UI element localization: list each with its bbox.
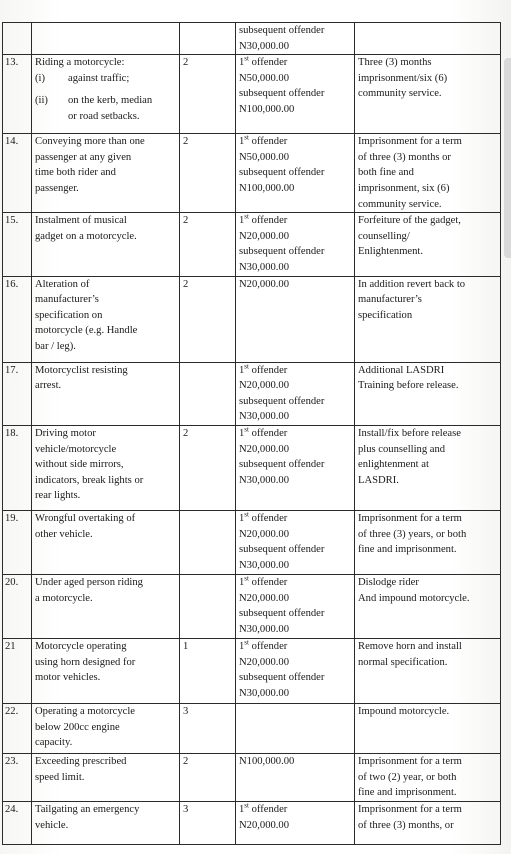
penalty-cell [355,134,501,213]
first-offender-label [239,134,351,150]
table-row [3,703,501,753]
offence-number-cell [3,23,32,55]
offence-text-line: Riding a motorcycle: [35,57,125,69]
first-offender-label [239,575,351,591]
fine-text-line: N30,000.00 [239,687,290,699]
penalty-text-line: Impound motorcycle. [358,705,450,717]
sub-item-text: on the kerb, median [68,95,153,107]
offence-number-cell [3,134,32,213]
offences-table [2,22,501,845]
offence-class-cell [180,753,236,801]
offence-class-cell [180,134,236,213]
offence-description-cell [32,23,180,55]
offence-number-cell [3,362,32,425]
offence-text-line: Conveying more than one [35,136,145,148]
first-offender-label [239,639,351,655]
offence-text-line: Tailgating an emergency [35,803,140,815]
offence-text-line: speed limit. [35,771,85,783]
penalty-text-line: fine and imprisonment. [358,544,457,556]
penalty-text-line: imprisonment, six (6) [358,182,450,194]
fine-text-line: N20,000.00 [239,592,290,604]
offence-description-cell [32,703,180,753]
table-row [3,753,501,801]
offence-text-line: Motorcyclist resisting [35,364,128,376]
fine-cell [236,801,355,844]
penalty-cell [355,510,501,574]
fine-text-line: N30,000.00 [239,474,290,486]
table-row [3,213,501,276]
offence-class: 2 [183,136,189,148]
penalty-text-line: And impound motorcycle. [358,592,470,604]
offence-class: 2 [183,427,189,439]
penalty-text-line: Three (3) months [358,57,432,69]
offence-class: 2 [183,57,189,69]
table-row [3,425,501,510]
penalty-cell [355,23,501,55]
offence-text-line: rear lights. [35,490,81,502]
offender-label: offender [248,427,288,439]
ordinal-number: 1 [239,215,245,227]
fine-text-line: subsequent offender [239,672,325,684]
offence-number-cell [3,801,32,844]
offence-number: 16. [5,278,19,290]
fine-text-line: N30,000.00 [239,411,290,423]
offence-number-cell [3,753,32,801]
ordinal-number: 1 [239,427,245,439]
table-row [3,362,501,425]
offence-text-line: motorcycle (e.g. Handle [35,325,138,337]
fine-cell [236,213,355,276]
offender-label: offender [248,640,288,652]
penalty-cell [355,213,501,276]
offence-text-line: passenger. [35,182,79,194]
offence-text-line: indicators, break lights or [35,474,144,486]
first-offender-label [239,213,351,229]
penalty-cell [355,703,501,753]
offence-class-cell [180,23,236,55]
penalty-cell [355,425,501,510]
offender-label: offender [248,364,288,376]
table-row [3,276,501,362]
offence-description-cell [32,213,180,276]
ordinal-suffix: st [244,510,249,519]
offence-text-line: gadget on a motorcycle. [35,230,137,242]
offence-number: 24. [5,803,19,815]
penalty-text-line: Install/fix before release [358,427,461,439]
offence-class-cell [180,425,236,510]
offence-class: 3 [183,803,189,815]
ordinal-suffix: st [244,801,249,810]
offence-number: 21 [5,640,16,652]
fine-text-line: N30,000.00 [239,623,290,635]
fine-cell [236,703,355,753]
ordinal-number: 1 [239,512,245,524]
penalty-text-line: Enlightenment. [358,246,424,258]
fine-text-line: N100,000.00 [239,103,295,115]
penalty-text-line: community service. [358,198,442,210]
penalty-text-line: enlightenment at [358,459,429,471]
ordinal-number: 1 [239,364,245,376]
fine-text-line: subsequent offender [239,459,325,471]
offence-number: 20. [5,576,19,588]
offence-number-cell [3,574,32,638]
offence-text-line: Operating a motorcycle [35,705,136,717]
offence-text-line: other vehicle. [35,528,93,540]
penalty-cell [355,574,501,638]
ordinal-suffix: st [244,133,249,142]
penalty-text-line: community service. [358,88,442,100]
fine-text-line: N50,000.00 [239,151,290,163]
fine-cell [236,425,355,510]
offence-number: 23. [5,755,19,767]
offence-class-cell [180,55,236,134]
offence-description-cell [32,753,180,801]
offence-class: 2 [183,278,189,290]
fine-text-line: subsequent offender [239,395,325,407]
penalty-text-line: LASDRI. [358,474,399,486]
offence-number: 13. [5,57,19,69]
offence-class-cell [180,801,236,844]
ordinal-suffix: st [244,212,249,221]
offence-text-line: bar / leg). [35,340,76,352]
sub-item-text: or road setbacks. [68,110,140,122]
sub-item-text: against traffic; [68,72,130,84]
penalty-text-line: Forfeiture of the gadget, [358,215,461,227]
offence-class-cell [180,276,236,362]
offender-label: offender [248,215,288,227]
table-row [3,23,501,55]
offence-text-line: Instalment of musical [35,215,127,227]
penalty-text-line: both fine and [358,167,414,179]
fine-text-line: N20,000.00 [239,443,290,455]
fine-text-line: N20,000.00 [239,380,290,392]
ordinal-number: 1 [239,640,245,652]
offence-class-cell [180,362,236,425]
offence-text-line: Driving motor [35,427,96,439]
ordinal-number: 1 [239,57,245,69]
sub-item-marker: (i) [35,72,45,84]
offence-text-line: motor vehicles. [35,672,101,684]
penalty-cell [355,753,501,801]
table-row [3,574,501,638]
fine-text-line: N20,000.00 [239,278,290,290]
offence-class-cell [180,638,236,703]
penalty-cell [355,55,501,134]
offence-description-cell [32,638,180,703]
offence-text-line: Under aged person riding [35,576,143,588]
scrollbar-thumb[interactable] [504,58,511,258]
offence-description-cell [32,510,180,574]
fine-cell [236,23,355,55]
fine-cell [236,276,355,362]
offence-class: 1 [183,640,189,652]
offence-text-line: vehicle/motorcycle [35,443,117,455]
offence-number-cell [3,703,32,753]
offence-number: 19. [5,512,19,524]
offence-class: 2 [183,215,189,227]
ordinal-number: 1 [239,803,245,815]
offence-description-cell [32,801,180,844]
penalty-text-line: Imprisonment for a term [358,136,462,148]
penalty-text-line: normal specification. [358,656,448,668]
offence-number: 15. [5,215,19,227]
offence-number-cell [3,638,32,703]
offence-number-cell [3,510,32,574]
penalty-cell [355,362,501,425]
fine-text-line: N20,000.00 [239,819,290,831]
penalty-text-line: fine and imprisonment. [358,787,457,799]
fine-cell [236,753,355,801]
offender-label: offender [248,512,288,524]
penalty-text-line: specification [358,309,413,321]
offence-number-cell [3,213,32,276]
penalty-text-line: counselling/ [358,230,410,242]
offence-text-line: time both rider and [35,167,116,179]
fine-text-line: subsequent offender [239,167,325,179]
offence-sub-item [35,71,176,87]
fine-text-line: N50,000.00 [239,72,290,84]
offence-class-cell [180,703,236,753]
fine-text-line: subsequent offender [239,608,325,620]
offender-label: offender [248,57,288,69]
penalty-text-line: of three (3) months, or [358,819,454,831]
fine-text-line: subsequent offender [239,246,325,258]
offence-text-line: Motorcycle operating [35,640,127,652]
penalty-text-line: In addition revert back to [358,278,466,290]
fine-cell [236,638,355,703]
penalty-text-line: Imprisonment for a term [358,803,462,815]
offence-description-cell [32,574,180,638]
offence-text-line: Exceeding prescribed [35,755,127,767]
penalty-text-line: Imprisonment for a term [358,512,462,524]
penalty-text-line: of three (3) years, or both [358,528,467,540]
fine-text-line: N20,000.00 [239,230,290,242]
offence-sub-item [35,93,176,109]
ordinal-number: 1 [239,576,245,588]
offence-text-line: capacity. [35,737,73,749]
fine-text-line: subsequent offender [239,88,325,100]
offences-table-body [3,23,501,845]
penalty-text-line: imprisonment/six (6) [358,72,448,84]
first-offender-label [239,511,351,527]
penalty-text-line: Training before release. [358,380,459,392]
penalty-text-line: of three (3) months or [358,151,451,163]
table-row [3,134,501,213]
fine-cell [236,134,355,213]
fine-text-line: N30,000.00 [239,40,290,52]
penalty-cell [355,276,501,362]
penalty-cell [355,801,501,844]
fine-cell [236,362,355,425]
ordinal-suffix: st [244,638,249,647]
offence-text-line: vehicle. [35,819,69,831]
table-row [3,55,501,134]
offence-description-cell [32,362,180,425]
table-row [3,638,501,703]
penalty-text-line: plus counselling and [358,443,446,455]
fine-text-line: N20,000.00 [239,656,290,668]
fine-text-line: N20,000.00 [239,528,290,540]
offence-text-line: arrest. [35,380,62,392]
offence-text-line: Wrongful overtaking of [35,512,136,524]
offence-text-line: using horn designed for [35,656,136,668]
offence-number-cell [3,55,32,134]
offence-class: 2 [183,755,189,767]
fine-text-line: subsequent offender [239,25,325,36]
fine-text-line: N100,000.00 [239,182,295,194]
first-offender-label [239,802,351,818]
penalty-cell [355,638,501,703]
offence-number: 14. [5,136,19,148]
sub-item-marker: (ii) [35,95,48,107]
offence-class-cell [180,213,236,276]
first-offender-label [239,363,351,379]
offence-number-cell [3,425,32,510]
penalty-text-line: Additional LASDRI [358,364,445,376]
penalty-text-line: Dislodge rider [358,576,419,588]
offence-number: 18. [5,427,19,439]
first-offender-label [239,426,351,442]
offence-description-cell [32,425,180,510]
penalty-text-line: Imprisonment for a term [358,755,462,767]
offence-text-line: without side mirrors, [35,459,124,471]
penalty-text-line: of two (2) year, or both [358,771,457,783]
offence-number: 22. [5,705,19,717]
ordinal-suffix: st [244,362,249,370]
offence-description-cell [32,134,180,213]
ordinal-number: 1 [239,136,245,148]
offender-label: offender [248,576,288,588]
offence-text-line: below 200cc engine [35,721,120,733]
fine-cell [236,55,355,134]
offence-number-cell [3,276,32,362]
ordinal-suffix: st [244,425,249,434]
penalty-text-line: manufacturer’s [358,294,422,306]
offence-text-line: specification on [35,309,103,321]
penalty-text-line: Remove horn and install [358,640,462,652]
ordinal-suffix: st [244,54,249,63]
fine-text-line: subsequent offender [239,544,325,556]
ordinal-suffix: st [244,574,249,583]
offence-description-cell [32,55,180,134]
offence-description-cell [32,276,180,362]
offence-text-line: Alteration of [35,278,90,290]
table-row [3,510,501,574]
offence-text-line: manufacturer’s [35,294,99,306]
fine-cell [236,574,355,638]
offence-number: 17. [5,364,19,376]
fine-text-line: N30,000.00 [239,261,290,273]
offender-label: offender [248,136,288,148]
offence-text-line: passenger at any given [35,151,132,163]
fine-text-line: N30,000.00 [239,559,290,571]
first-offender-label [239,55,351,71]
offence-class-cell [180,574,236,638]
offence-class-cell [180,510,236,574]
offence-class: 3 [183,705,189,717]
offence-text-line: a motorcycle. [35,592,93,604]
fine-cell [236,510,355,574]
fine-text-line: N100,000.00 [239,755,295,767]
offender-label: offender [248,803,288,815]
table-row [3,801,501,844]
